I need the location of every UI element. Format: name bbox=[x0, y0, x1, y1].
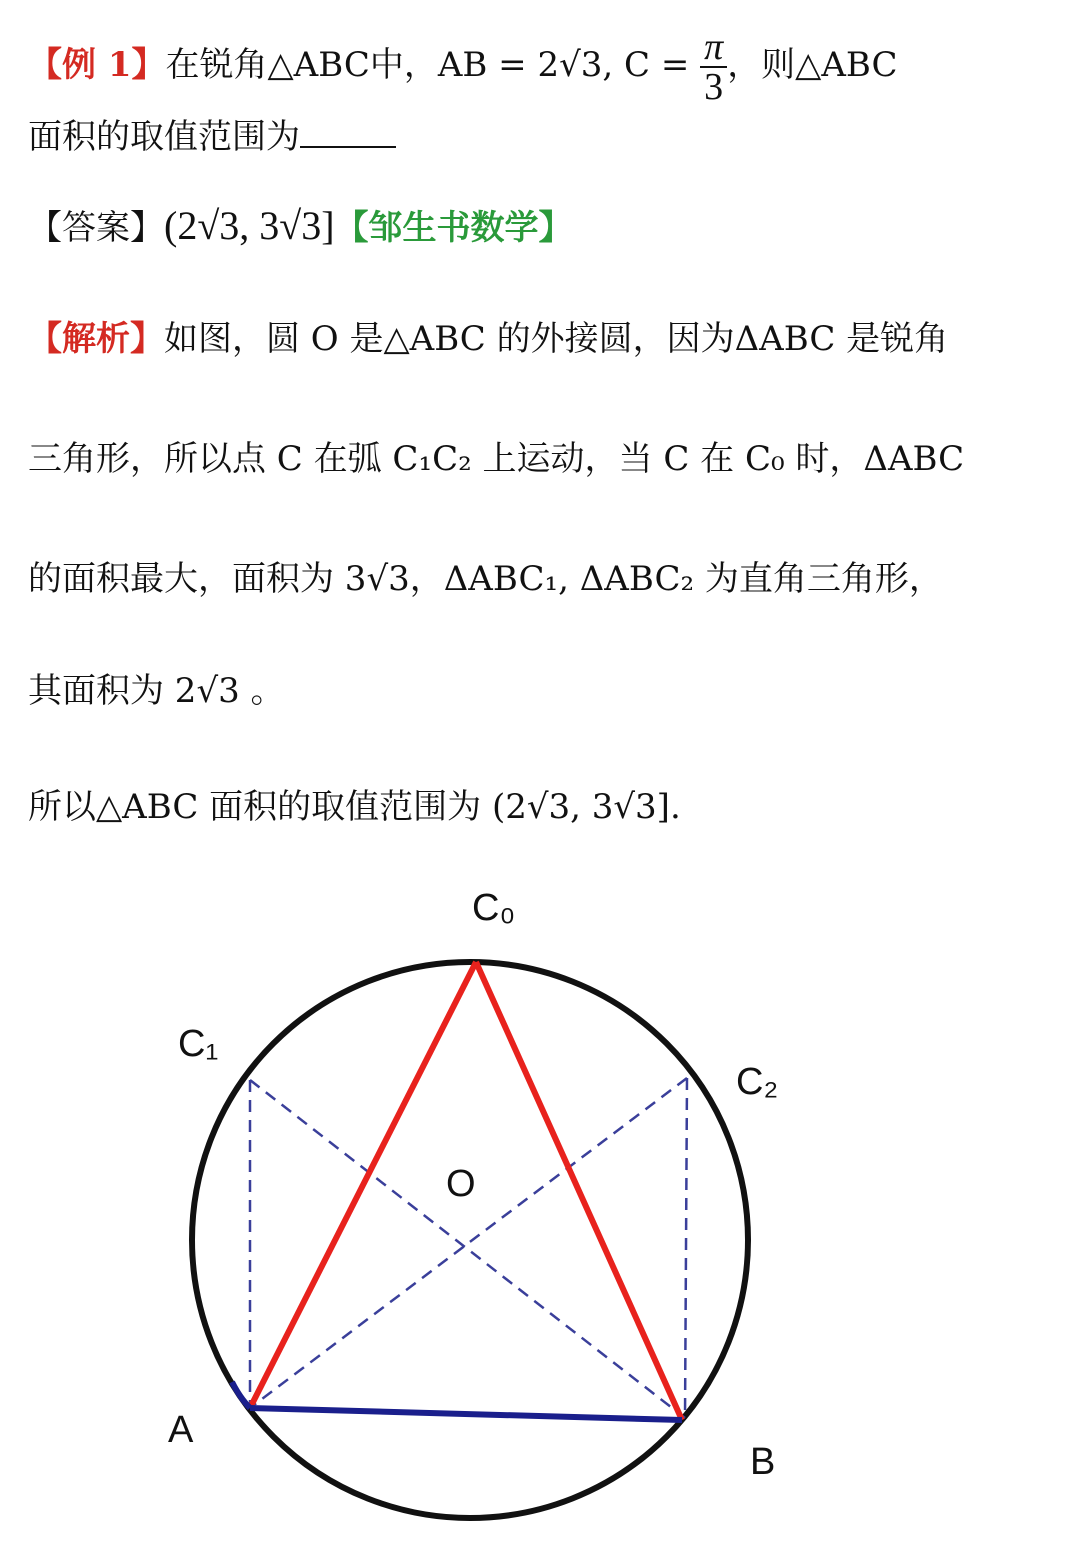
label-c0: C₀ bbox=[472, 887, 516, 929]
problem-question: 面积的取值范围为 bbox=[28, 117, 300, 157]
label-b: B bbox=[750, 1441, 776, 1483]
analysis-tag: 【解析】 bbox=[28, 319, 164, 359]
dashed-line-c1-b bbox=[250, 1080, 685, 1418]
conclusion-line bbox=[28, 787, 681, 827]
answer-tag: 【答案】 bbox=[28, 208, 164, 248]
fraction-numerator: π bbox=[704, 26, 724, 68]
source-tag: 【邹生书数学】 bbox=[334, 208, 573, 248]
problem-line-2 bbox=[28, 117, 396, 157]
analysis-line-2 bbox=[28, 439, 965, 479]
dashed-line-c2-a bbox=[250, 1078, 687, 1408]
pi-over-3-fraction bbox=[700, 28, 727, 106]
analysis-text-4: 其面积为 2√3 。 bbox=[28, 671, 285, 711]
analysis-line-4 bbox=[28, 671, 285, 711]
conclusion-text: 所以△ABC 面积的取值范围为 (2√3, 3√3]. bbox=[28, 787, 681, 827]
analysis-line-3 bbox=[28, 559, 943, 599]
example-tag: 【例 1】 bbox=[28, 45, 166, 85]
side-a-b bbox=[250, 1408, 682, 1420]
answer-value: (2√3, 3√3] bbox=[164, 203, 335, 248]
answer-blank bbox=[300, 118, 396, 148]
problem-statement: 在锐角△ABC中，AB = 2√3, C = bbox=[165, 45, 701, 85]
label-o: O bbox=[446, 1163, 476, 1205]
side-a-c0 bbox=[250, 962, 476, 1408]
fraction-denominator: 3 bbox=[700, 66, 727, 106]
answer-line bbox=[28, 203, 573, 248]
circumcircle bbox=[192, 962, 748, 1518]
label-c1: C₁ bbox=[178, 1023, 219, 1065]
problem-statement-tail: ，则△ABC bbox=[727, 45, 898, 85]
dashed-line-c2-b bbox=[685, 1078, 687, 1418]
analysis-text-1: 如图，圆 O 是△ABC 的外接圆，因为ΔABC 是锐角 bbox=[164, 319, 949, 359]
analysis-text-2: 三角形，所以点 C 在弧 C₁C₂ 上运动，当 C 在 C₀ 时，ΔABC bbox=[28, 439, 965, 479]
label-a: A bbox=[168, 1409, 194, 1451]
problem-line-1 bbox=[28, 28, 898, 106]
arc-near-a bbox=[232, 1382, 250, 1408]
circumcircle-figure bbox=[0, 860, 1080, 1548]
analysis-line-1 bbox=[28, 319, 949, 359]
analysis-text-3: 的面积最大，面积为 3√3，ΔABC₁, ΔABC₂ 为直角三角形， bbox=[28, 559, 943, 599]
label-c2: C₂ bbox=[736, 1061, 779, 1103]
